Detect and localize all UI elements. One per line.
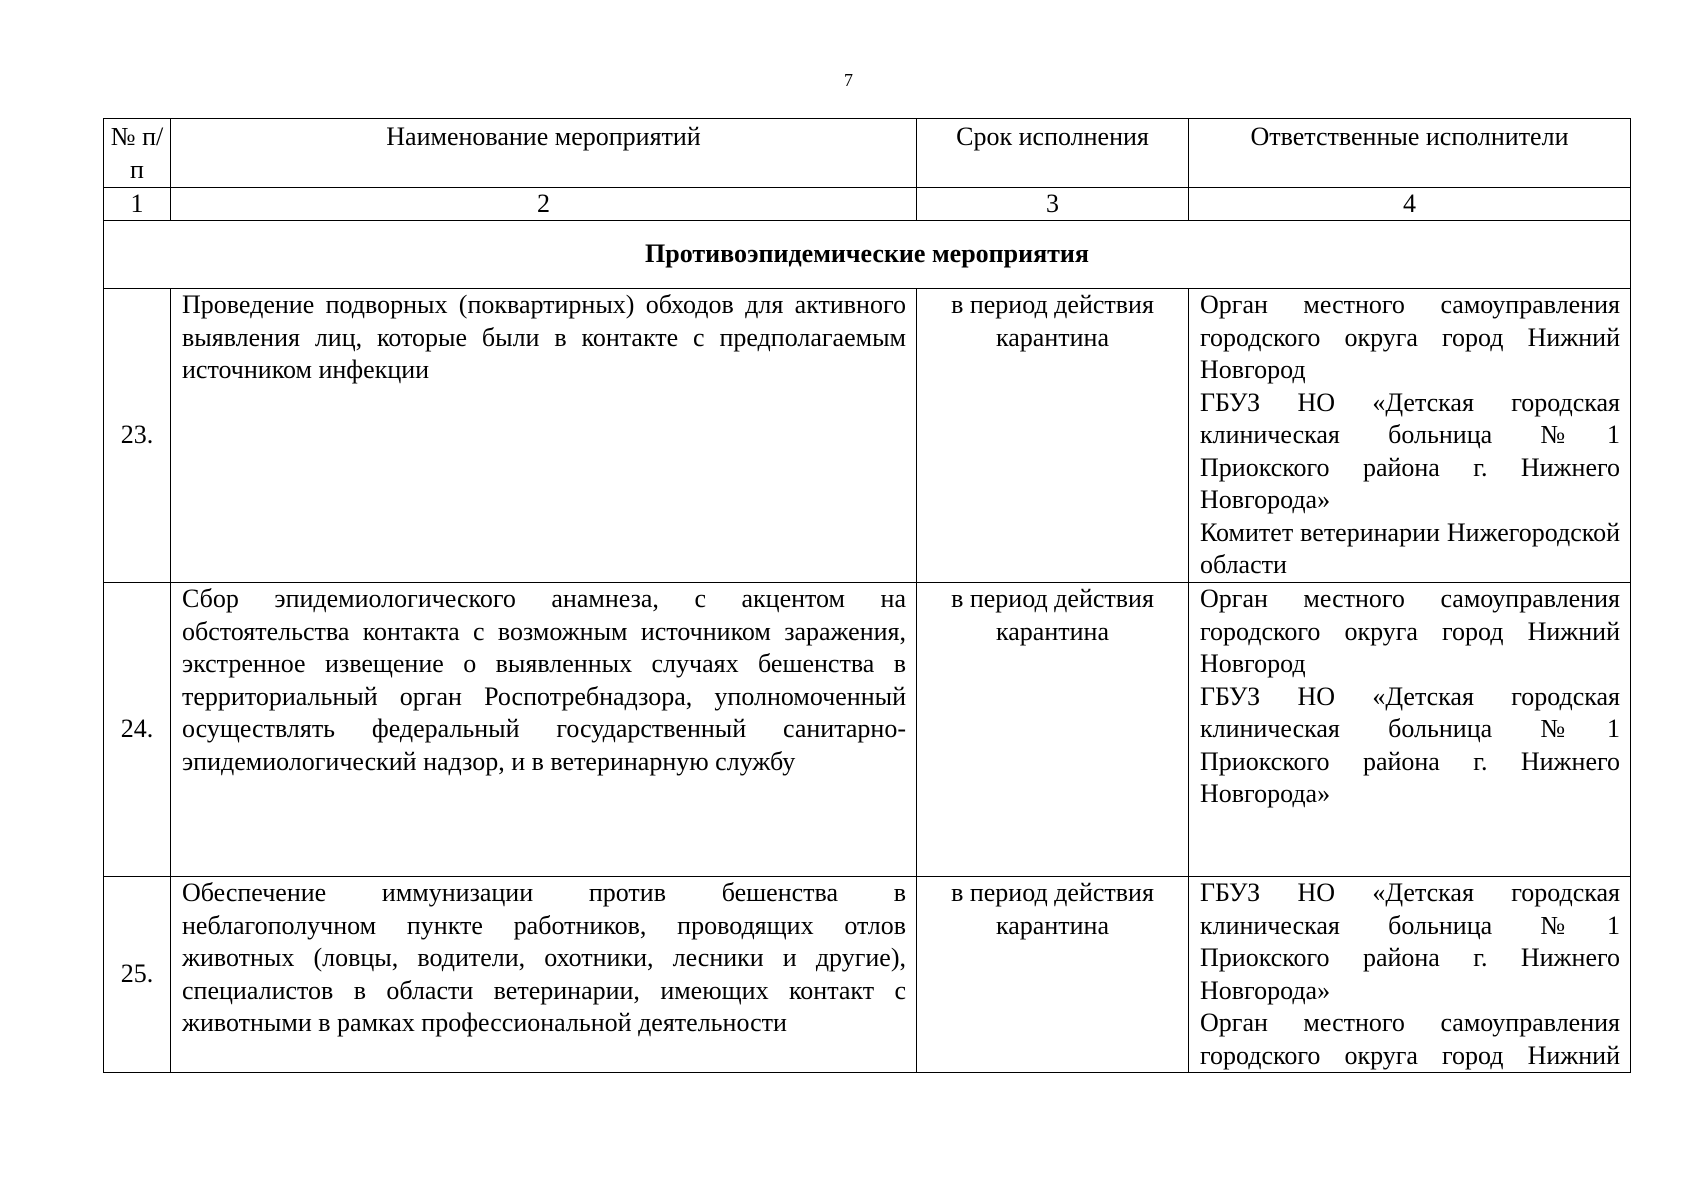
row-number: 24. bbox=[104, 583, 171, 877]
section-title: Противоэпидемические мероприятия bbox=[104, 221, 1631, 289]
responsible-entry: Орган местного самоуправления городского округа город Нижний bbox=[1200, 1008, 1620, 1070]
column-number-row bbox=[104, 188, 1631, 221]
measures-table bbox=[103, 118, 1631, 1073]
row-number: 23. bbox=[104, 289, 171, 583]
deadline: в период действия карантина bbox=[917, 583, 1189, 877]
column-number: 4 bbox=[1189, 188, 1631, 221]
table-row bbox=[104, 877, 1631, 1073]
header-number: № п/п bbox=[104, 119, 171, 188]
table-row bbox=[104, 289, 1631, 583]
column-number: 1 bbox=[104, 188, 171, 221]
header-responsible: Ответственные исполнители bbox=[1189, 119, 1631, 188]
responsible-list bbox=[1200, 877, 1620, 1072]
deadline: в период действия карантина bbox=[917, 877, 1189, 1073]
responsible-entry: Орган местного самоуправления городского округа город Нижний Новгород bbox=[1200, 584, 1620, 678]
responsible-entry: Комитет ветеринарии Нижегородской области bbox=[1200, 517, 1620, 579]
responsible-entry: ГБУЗ НО «Детская городская клиническая больница №1 Приокского района г. Нижнего Новгорода» bbox=[1200, 387, 1620, 514]
responsible-entry: Орган местного самоуправления городского округа город Нижний Новгород bbox=[1200, 290, 1620, 384]
table-row bbox=[104, 583, 1631, 877]
responsible-entry: ГБУЗ НО «Детская городская клиническая больница №1 Приокского района г. Нижнего Новгорода» bbox=[1200, 681, 1620, 808]
row-number: 25. bbox=[104, 877, 171, 1073]
header-deadline: Срок исполнения bbox=[917, 119, 1189, 188]
section-row bbox=[104, 221, 1631, 289]
responsible-cell bbox=[1189, 877, 1631, 1073]
responsible-cell bbox=[1189, 583, 1631, 877]
column-number: 3 bbox=[917, 188, 1189, 221]
header-measure-name: Наименование мероприятий bbox=[171, 119, 917, 188]
responsible-entry: ГБУЗ НО «Детская городская клиническая больница №1 Приокского района г. Нижнего Новгорода» bbox=[1200, 878, 1620, 1005]
column-number: 2 bbox=[171, 188, 917, 221]
responsible-cell bbox=[1189, 289, 1631, 583]
page-number: 7 bbox=[844, 70, 853, 90]
measure-name: Сбор эпидемиологического анамнеза, с акцентом на обстоятельства контакта с возможным источником заражения, экстренное извещение о выявленных случаях бешенства в территориальный орган Роспотребнадзора, уполномоченный осуществлять федеральный государственный санитарно-эпидемиологический надзор, и в ветеринарную службу bbox=[171, 583, 917, 877]
measure-name: Обеспечение иммунизации против бешенства в неблагополучном пункте работников, проводящих отлов животных (ловцы, водители, охотники, лесники и другие), специалистов в области ветеринарии, имеющих контакт с животными в рамках профессиональной деятельности bbox=[171, 877, 917, 1073]
table-header-row bbox=[104, 119, 1631, 188]
deadline: в период действия карантина bbox=[917, 289, 1189, 583]
measure-name: Проведение подворных (поквартирных) обходов для активного выявления лиц, которые были в контакте с предполагаемым источником инфекции bbox=[171, 289, 917, 583]
